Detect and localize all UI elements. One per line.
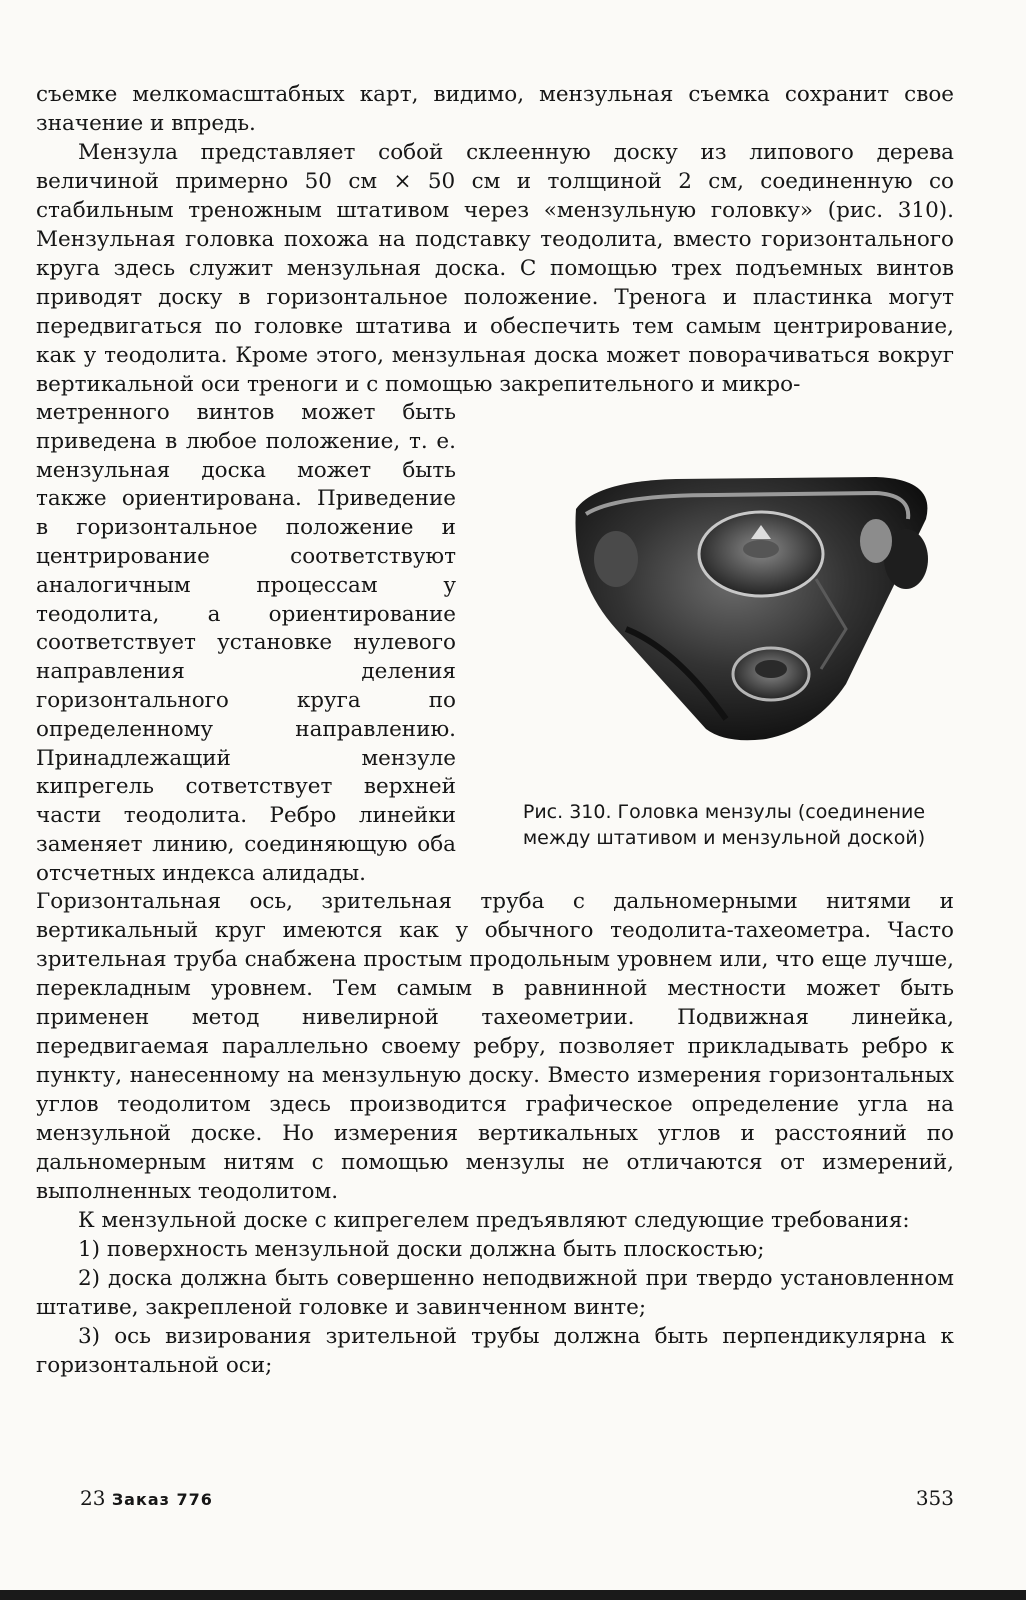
paragraph: Горизонтальная ось, зрительная труба с дальномерными нитями и вертикальный круг имеются как у обычного теодолита-тахеометра. Часто зрительная труба снабжена простым продольным уровнем или, что еще лучше, перекладным уровнем. Тем самым в равнинной местности может быть применен метод нивелирной тахеометрии. Подвижная линейка, передвигаемая параллельно своему ребру, позволяет прикладывать ребро к пункту, нанесенному на мензульную доску. Вместо измерения горизонтальных углов теодолитом здесь производится графическое определение угла на мензульной доске. Но измерения вертикальных углов и расстояний по дальномерным нитям с помощью мензулы не отличаются от измерений, выполненных теодолитом. xyxy=(36,889,954,1204)
printer-signature xyxy=(80,1486,213,1510)
list-item: 1) поверхность мензульной доски должна быть плоскостью; xyxy=(78,1237,765,1262)
page-body xyxy=(36,80,954,1380)
paragraph: К мензульной доске с кипрегелем предъявляют следующие требования: xyxy=(78,1208,910,1233)
text-with-figure xyxy=(36,399,954,887)
list-item: 2) доска должна быть совершенно неподвижной при твердо установленном штативе, закрепленой головке и завинченном винте; xyxy=(36,1266,954,1320)
list-item: 3) ось визирования зрительной трубы должна быть перпендикулярна к горизонтальной оси; xyxy=(36,1324,954,1378)
signature-number: 23 xyxy=(80,1486,106,1510)
paragraph: Мензула представляет собой склеенную доску из липового дерева величиной примерно 50 см × 50 см и толщиной 2 см, соединенную со стабильным треножным штативом через «мензульную головку» (рис. 310). Мензульная головка похожа на подставку теодолита, вместо горизонтального круга здесь служит мензульная доска. С помощью трех подъемных винтов приводят доску в горизонтальное положение. Тренога и пластинка могут передвигаться по головке штатива и обеспечить тем самым центрирование, как у теодолита. Кроме этого, мензульная доска может поворачиваться вокруг вертикальной оси треноги и с помощью закрепительного и микро- xyxy=(36,140,954,397)
figure-310 xyxy=(494,419,954,887)
paragraph: съемке мелкомасштабных карт, видимо, мензульная съемка сохранит свое значение и впредь. xyxy=(36,82,954,136)
scan-edge xyxy=(0,1590,1026,1600)
plane-table-head-photo xyxy=(516,429,946,759)
page-number: 353 xyxy=(915,1486,954,1510)
order-number: Заказ 776 xyxy=(111,1490,213,1509)
wrapped-paragraph: метренного винтов может быть приведена в любое положение, т. е. мензульная доска может быть также ориентирована. Приведение в горизонтальное положение и центрирование соответствуют аналогичным процессам у теодолита, а ориентирование соответствует установке нулевого направления деления горизонтального круга по определенному направлению. Принадлежащий мензуле кипрегель сответствует верхней части теодолита. Ребро линейки заменяет линию, соединяющую оба отсчетных индекса алидады. xyxy=(36,400,456,886)
figure-caption: Рис. 310. Головка мензулы (соединение между штативом и мензульной доской) xyxy=(522,801,926,849)
